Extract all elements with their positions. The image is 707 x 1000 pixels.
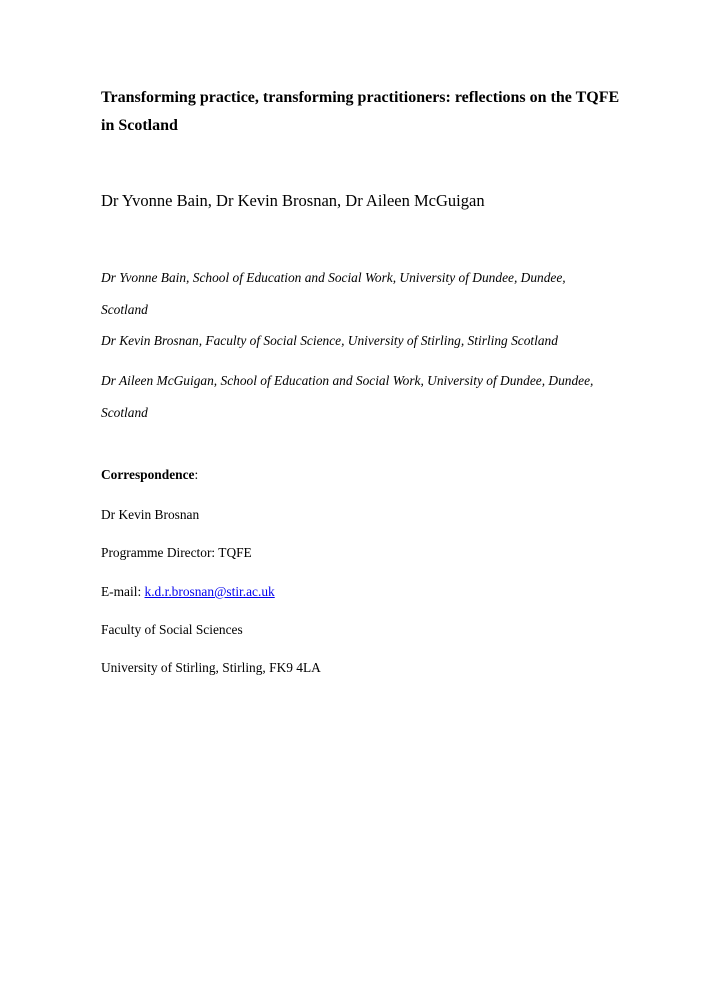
affiliation-bain: Dr Yvonne Bain, School of Education and Social Work, University of Dundee, Dundee, Scotland [101,270,566,317]
correspondence-address: University of Stirling, Stirling, FK9 4LA [101,660,321,675]
correspondence-role: Programme Director: TQFE [101,545,252,560]
email-prefix: E-mail: [101,584,145,599]
correspondence-name: Dr Kevin Brosnan [101,507,200,522]
correspondence-heading [101,465,198,485]
correspondence-colon: : [194,467,199,482]
correspondence-department: Faculty of Social Sciences [101,622,243,637]
correspondence-email-line [101,582,275,602]
email-link[interactable]: k.d.r.brosnan@stir.ac.uk [144,584,275,599]
author-list: Dr Yvonne Bain, Dr Kevin Brosnan, Dr Aileen McGuigan [101,191,485,210]
paper-title: Transforming practice, transforming practitioners: reflections on the TQFE in Scotland [101,89,620,134]
affiliation-brosnan: Dr Kevin Brosnan, Faculty of Social Science, University of Stirling, Stirling Scotland [101,333,558,348]
affiliation-mcguigan: Dr Aileen McGuigan, School of Education and Social Work, University of Dundee, Dundee, Scotland [101,373,594,420]
correspondence-label: Correspondence [101,467,195,482]
